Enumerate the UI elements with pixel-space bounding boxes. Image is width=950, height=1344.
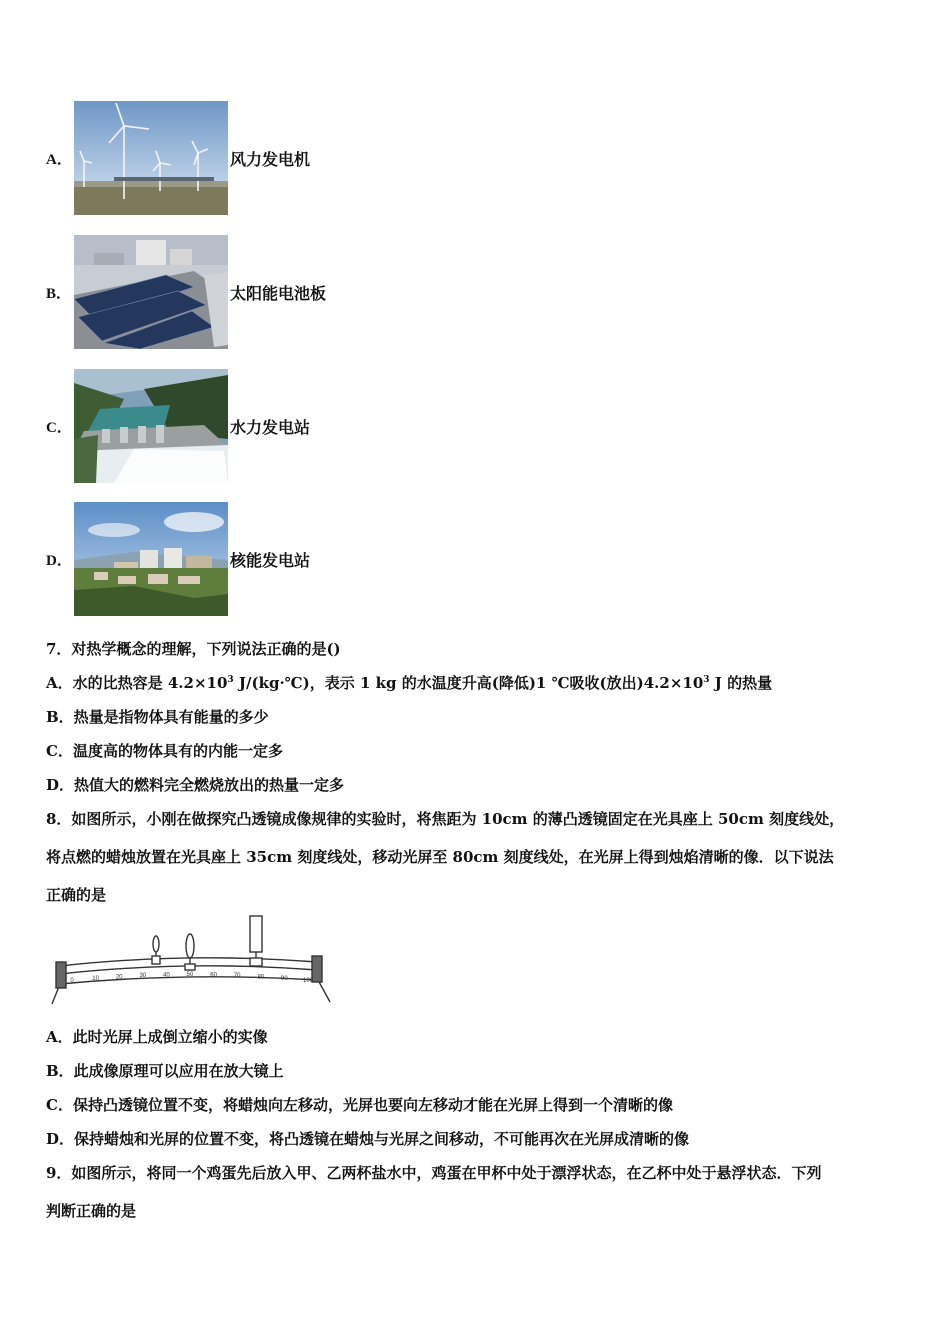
nuclear-plant-photo [74, 502, 228, 616]
option-b-letter: B． [46, 285, 72, 302]
optical-bench-figure [46, 914, 336, 1008]
q8-option-b: B．此成像原理可以应用在放大镜上 [46, 1062, 284, 1080]
q9-stem-line2: 判断正确的是 [46, 1202, 137, 1220]
q8-stem-line1: 8．如图所示，小刚在做探究凸透镜成像规律的实验时，将焦距为 10cm 的薄凸透镜固定在光具座上 50cm 刻度线处， [46, 810, 845, 828]
bench-tick-label: 80 [257, 974, 265, 981]
option-b-caption: 太阳能电池板 [230, 283, 327, 303]
option-a-letter: A． [46, 151, 72, 168]
q7-a-mid: J/(kg·℃)，表示 1 kg 的水温度升高(降低)1 ℃吸收(放出)4.2×10 [233, 674, 704, 692]
q7-stem: 7．对热学概念的理解，下列说法正确的是() [46, 640, 341, 658]
bench-tick-label: 10 [92, 976, 99, 983]
option-d-row [46, 501, 310, 617]
q8-option-a: A．此时光屏上成倒立缩小的实像 [46, 1028, 268, 1046]
bench-tick-label: 20 [115, 974, 123, 981]
bench-tick-label: 30 [139, 973, 147, 980]
solar-panels-photo [74, 235, 228, 349]
option-d-caption: 核能发电站 [230, 550, 311, 570]
bench-tick-label: 40 [163, 972, 170, 979]
option-c-row [46, 368, 310, 484]
q8-stem-line3: 正确的是 [46, 886, 107, 904]
q7-option-c: C．温度高的物体具有的内能一定多 [46, 742, 283, 760]
q9-stem-line1: 9．如图所示，将同一个鸡蛋先后放入甲、乙两杯盐水中，鸡蛋在甲杯中处于漂浮状态，在乙杯中处于悬浮状态．下列 [46, 1164, 822, 1182]
q7-option-b: B．热量是指物体具有能量的多少 [46, 708, 269, 726]
q7-a-post: J 的热量 [709, 674, 773, 692]
q7-option-d: D．热值大的燃料完全燃烧放出的热量一定多 [46, 776, 345, 794]
q7-option-a [46, 672, 772, 693]
option-a-caption: 风力发电机 [230, 149, 311, 169]
option-c-letter: C． [46, 419, 72, 436]
q7-a-exp1: 3 [227, 675, 234, 685]
option-a-row [46, 100, 310, 216]
q7-a-exp2: 3 [703, 675, 710, 685]
option-c-caption: 水力发电站 [230, 417, 311, 437]
wind-turbines-photo [74, 101, 228, 215]
bench-tick-label: 100 [302, 978, 314, 984]
q8-option-c: C．保持凸透镜位置不变，将蜡烛向左移动，光屏也要向左移动才能在光屏上得到一个清晰的像 [46, 1096, 673, 1114]
bench-tick-label: 50 [186, 972, 194, 978]
option-d-letter: D． [46, 552, 72, 569]
q7-a-pre: A．水的比热容是 4.2×10 [46, 674, 228, 692]
bench-tick-label: 90 [281, 976, 288, 983]
option-b-row [46, 234, 326, 350]
q8-stem-line2: 将点燃的蜡烛放置在光具座上 35cm 刻度线处，移动光屏至 80cm 刻度线处，在光屏上得到烛焰清晰的像．以下说法 [46, 848, 834, 866]
bench-tick-label: 60 [210, 972, 217, 979]
bench-tick-label: 0 [70, 978, 74, 984]
hydro-dam-photo [74, 369, 228, 483]
bench-tick-label: 70 [233, 973, 241, 980]
q8-option-d: D．保持蜡烛和光屏的位置不变，将凸透镜在蜡烛与光屏之间移动，不可能再次在光屏成清晰的像 [46, 1130, 690, 1148]
